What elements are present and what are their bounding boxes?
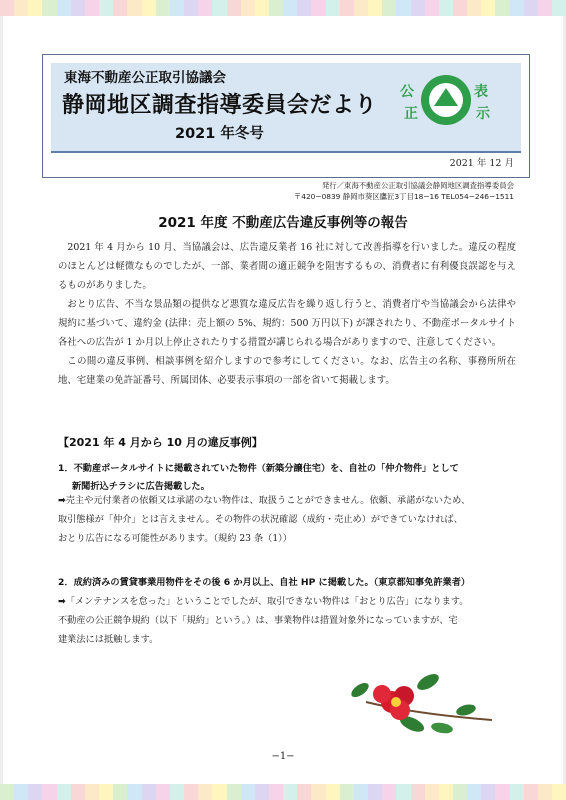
stripe-cell xyxy=(311,0,325,16)
stripe-cell xyxy=(311,784,325,800)
stripe-cell xyxy=(411,0,425,16)
stripe-cell xyxy=(283,0,297,16)
stripe-cell xyxy=(156,0,170,16)
newsletter-organization: 東海不動産公正取引協議会 xyxy=(64,70,226,86)
stripe-cell xyxy=(0,0,14,16)
stripe-cell xyxy=(42,784,56,800)
stripe-cell xyxy=(212,784,226,800)
publisher-info xyxy=(154,180,514,202)
stripe-cell xyxy=(241,784,255,800)
stripe-cell xyxy=(467,0,481,16)
stripe-cell xyxy=(0,784,14,800)
stripe-cell xyxy=(212,0,226,16)
stripe-cell xyxy=(57,0,71,16)
stripe-cell xyxy=(326,784,340,800)
stripe-cell xyxy=(227,784,241,800)
stripe-cell xyxy=(142,784,156,800)
stripe-cell xyxy=(198,0,212,16)
stripe-cell xyxy=(269,784,283,800)
bottom-color-stripe xyxy=(0,784,566,800)
stripe-cell xyxy=(255,784,269,800)
intro-paragraph-2: おとり広告、不当な景品類の提供など悪質な違反広告を繰り返し行うと、消費者庁や当協議会から法律や規約に基づいて、違約金 (法律：売上額の 5%、規約：500 万円以下) が課されたり、不動産ポータルサイト各社への広告が 1 か月以上停止されたりする措置が講じられる場合がありますので、注意してください。 xyxy=(58,299,516,348)
stripe-cell xyxy=(14,0,28,16)
stripe-cell xyxy=(71,0,85,16)
stripe-cell xyxy=(269,0,283,16)
violations-section-title: 【2021 年 4 月から 10 月の違反事例】 xyxy=(58,436,263,449)
stripe-cell xyxy=(382,784,396,800)
stripe-cell xyxy=(170,784,184,800)
koutori-seal-icon xyxy=(394,66,498,136)
stripe-cell xyxy=(340,0,354,16)
stripe-cell xyxy=(425,784,439,800)
stripe-cell xyxy=(283,784,297,800)
case-2-heading: 2．成約済みの賃貸事業用物件をその後 6 か月以上、自社 HP に掲載した。（東京都知事免許業者） xyxy=(58,577,471,588)
seal-char-2: 正 xyxy=(404,106,418,122)
stripe-cell xyxy=(439,0,453,16)
stripe-cell xyxy=(85,0,99,16)
stripe-cell xyxy=(368,784,382,800)
stripe-cell xyxy=(552,0,566,16)
article-headline: 2021 年度 不動産広告違反事例等の報告 xyxy=(158,215,408,231)
page-number: −1− xyxy=(271,751,295,762)
stripe-cell xyxy=(396,0,410,16)
stripe-cell xyxy=(524,784,538,800)
stripe-cell xyxy=(354,0,368,16)
stripe-cell xyxy=(453,0,467,16)
stripe-cell xyxy=(42,0,56,16)
stripe-cell xyxy=(255,0,269,16)
case-1-body-line-1: 売主や元付業者の依頼又は承諾のない物件は、取扱うことができません。依頼、承諾がないため、 xyxy=(65,495,471,506)
stripe-cell xyxy=(71,784,85,800)
case-1-body xyxy=(58,491,518,548)
stripe-cell xyxy=(57,784,71,800)
publisher-address: 〒420−0839 静岡市葵区鷹匠3丁目18−16 TEL054−246−1511 xyxy=(293,192,514,201)
stripe-cell xyxy=(368,0,382,16)
stripe-cell xyxy=(184,0,198,16)
stripe-cell xyxy=(127,784,141,800)
stripe-cell xyxy=(297,784,311,800)
stripe-cell xyxy=(524,0,538,16)
stripe-cell xyxy=(467,784,481,800)
stripe-cell xyxy=(439,784,453,800)
stripe-cell xyxy=(411,784,425,800)
stripe-cell xyxy=(354,784,368,800)
stripe-cell xyxy=(184,784,198,800)
arrow-right-icon: ➡ xyxy=(58,495,66,506)
stripe-cell xyxy=(142,0,156,16)
stripe-cell xyxy=(297,0,311,16)
stripe-cell xyxy=(481,0,495,16)
left-border xyxy=(0,16,3,784)
stripe-cell xyxy=(99,0,113,16)
stripe-cell xyxy=(326,0,340,16)
stripe-cell xyxy=(170,0,184,16)
case-2-body xyxy=(58,592,518,649)
stripe-cell xyxy=(241,0,255,16)
stripe-cell xyxy=(481,784,495,800)
stripe-cell xyxy=(227,0,241,16)
stripe-cell xyxy=(538,784,552,800)
case-1-body-line-2: 取引態様が「仲介」とは言えません。その物件の状況確認（成約・売止め）ができていなければ、 xyxy=(58,514,463,525)
intro-text xyxy=(58,238,516,390)
stripe-cell xyxy=(510,784,524,800)
stripe-cell xyxy=(156,784,170,800)
stripe-cell xyxy=(510,0,524,16)
stripe-cell xyxy=(495,0,509,16)
stripe-cell xyxy=(113,784,127,800)
publisher-name: 発行／東海不動産公正取引協議会静岡地区調査指導委員会 xyxy=(321,181,514,190)
stripe-cell xyxy=(99,784,113,800)
stripe-cell xyxy=(14,784,28,800)
intro-paragraph-1: 2021 年 4 月から 10 月、当協議会は、広告違反業者 16 社に対して改善指導を行いました。違反の程度のほとんどは軽微なものでしたが、一部、業者間の適正競争を阻害するもの、消費者に有利優良誤認を与えるものがありました。 xyxy=(58,242,516,291)
stripe-cell xyxy=(113,0,127,16)
seal-char-3: 表 xyxy=(474,84,488,100)
stripe-cell xyxy=(425,0,439,16)
case-2-body-line-3: 建業法には抵触します。 xyxy=(58,634,159,645)
arrow-right-icon: ➡ xyxy=(58,596,66,607)
case-1-heading-line-1: 1．不動産ポータルサイトに掲載されていた物件（新築分譲住宅）を、自社の「仲介物件」として xyxy=(58,463,459,474)
stripe-cell xyxy=(453,784,467,800)
stripe-cell xyxy=(552,784,566,800)
case-1-heading-line-2: 新聞折込チラシに広告掲載した。 xyxy=(72,481,210,492)
case-1-body-line-3: おとり広告になる可能性があります。（規約 23 条（1）） xyxy=(58,533,292,544)
stripe-cell xyxy=(495,784,509,800)
issue-date: 2021 年 12 月 xyxy=(449,158,514,169)
stripe-cell xyxy=(396,784,410,800)
stripe-cell xyxy=(538,0,552,16)
newsletter-title: 静岡地区調査指導委員会だより xyxy=(62,93,378,118)
newsletter-issue: 2021 年冬号 xyxy=(175,126,264,142)
stripe-cell xyxy=(198,784,212,800)
stripe-cell xyxy=(28,0,42,16)
seal-char-4: 示 xyxy=(476,106,490,122)
stripe-cell xyxy=(28,784,42,800)
intro-paragraph-3: この間の違反事例、相談事例を紹介しますので参考にしてください。なお、広告主の名称、事務所所在地、宅建業の免許証番号、所属団体、必要表示事項の一部を省いて掲載します。 xyxy=(58,356,516,386)
seal-char-1: 公 xyxy=(400,84,414,100)
case-2-body-line-2: 不動産の公正競争規約（以下「規約」という。）は、事業物件は措置対象外になっていますが、宅 xyxy=(58,615,458,626)
stripe-cell xyxy=(340,784,354,800)
stripe-cell xyxy=(382,0,396,16)
camellia-flower-icon xyxy=(346,662,496,742)
case-2-body-line-1: 「メンテナンスを怠った」ということでしたが、取引できない物件は「おとり広告」になります。 xyxy=(65,596,469,607)
stripe-cell xyxy=(127,0,141,16)
stripe-cell xyxy=(85,784,99,800)
top-color-stripe xyxy=(0,0,566,16)
